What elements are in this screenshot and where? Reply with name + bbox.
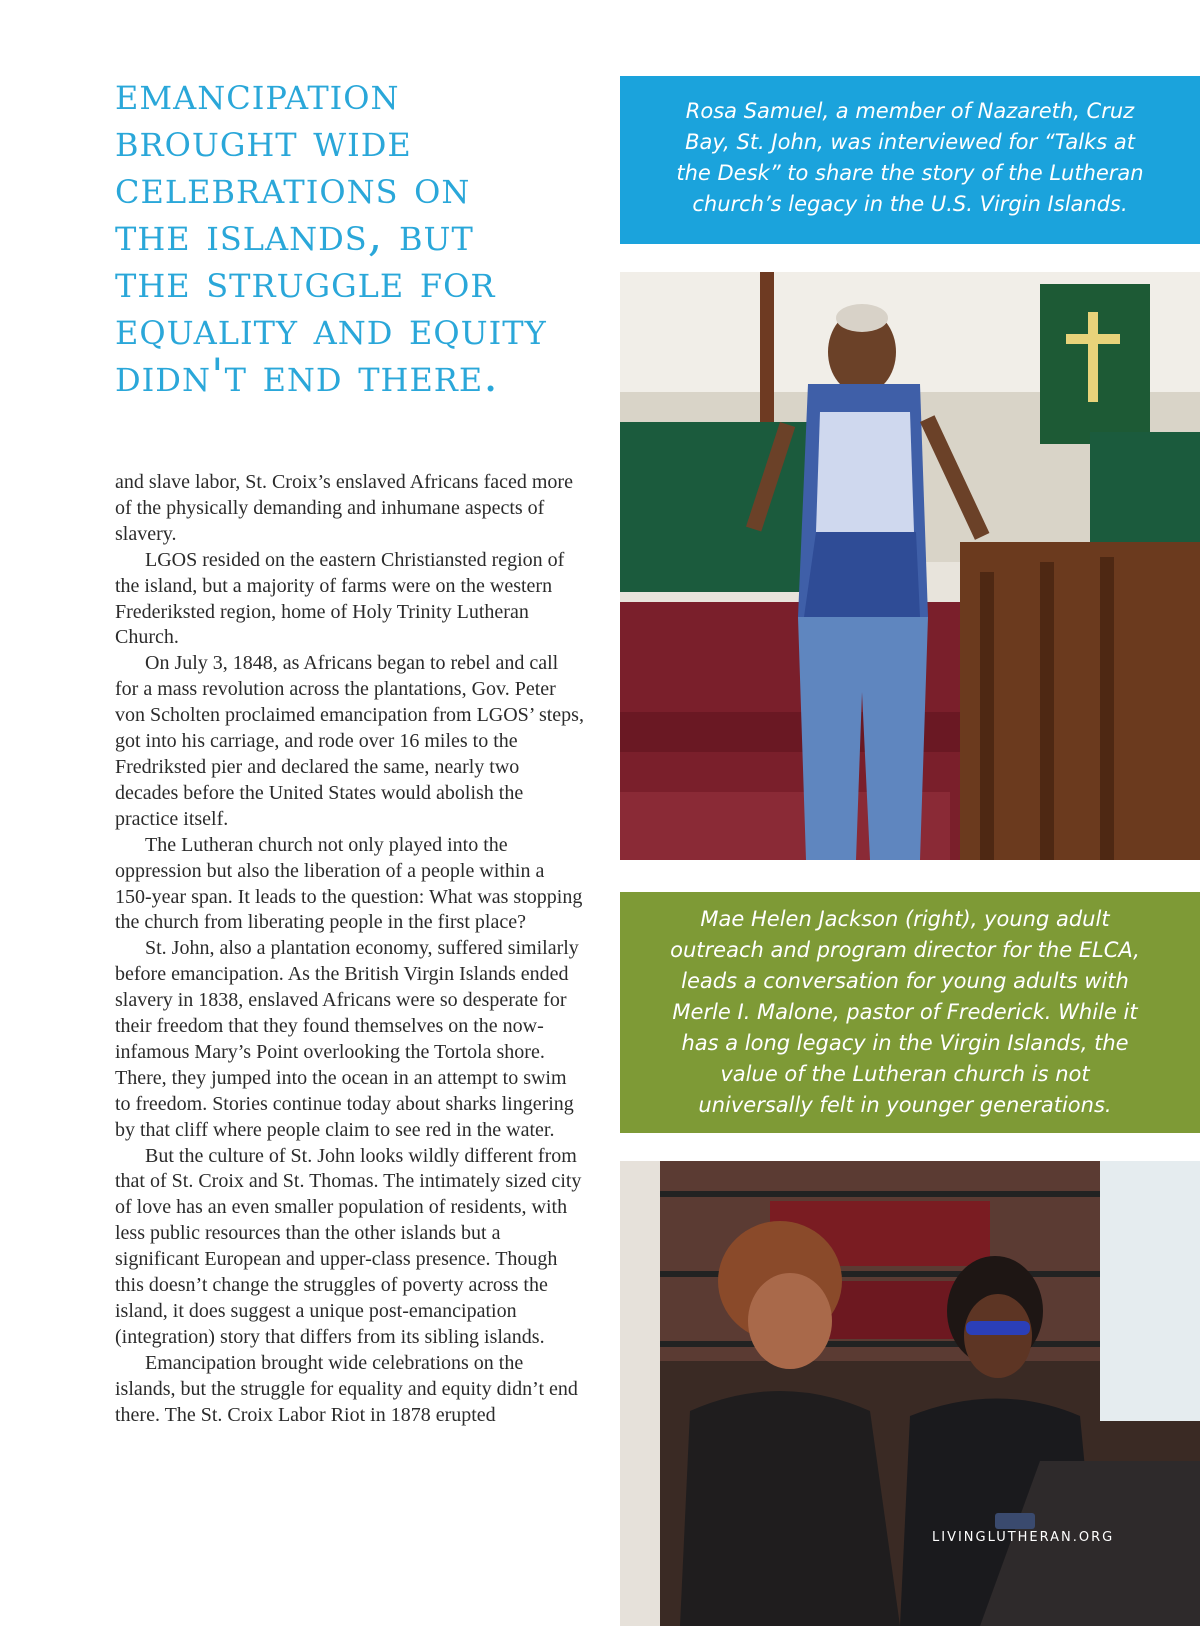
church-interview-photo	[620, 272, 1200, 860]
body-paragraph: LGOS resided on the eastern Christiansted region of the island, but a majority of farms were on the western Frederiksted region, home of Holy Trinity Lutheran Church.	[115, 548, 565, 649]
footer-site-url: LIVINGLUTHERAN.ORG	[932, 1530, 1115, 1545]
body-paragraph: Emancipation brought wide celebrations on the islands, but the struggle for equality and equity didn’t end there. The St. Croix Labor Riot in 1878 erupted	[115, 1351, 578, 1426]
body-paragraph: St. John, also a plantation economy, suffered similarly before emancipation. As the British Virgin Islands ended slavery in 1838, enslaved Africans were so desperate for their freedom that they found themselves on the now-infamous Mary’s Point overlooking the Tortola shore. There, they jumped into the ocean in an attempt to swim to freedom. Stories continue today about sharks lingering by that cliff where people claim to see red in the water.	[115, 937, 579, 1141]
body-paragraph: But the culture of St. John looks wildly different from that of St. Croix and St. Thomas. The intimately sized city of love has an even smaller population of residents, with less public resources than the other islands but a significant European and upper-class presence. Though this doesn’t change the struggles of poverty across the island, it does suggest a unique post-emancipation (integration) story that differs from its sibling islands.	[115, 1144, 582, 1348]
body-paragraph: On July 3, 1848, as Africans began to rebel and call for a mass revolution across the plantations, Gov. Peter von Scholten proclaimed emancipation from LGOS’ steps, got into his carriage, and rode over 16 miles to the Fredriksted pier and declared the same, nearly two decades before the United States would abolish the practice itself.	[115, 652, 584, 830]
pull-quote-heading: emancipation brought wide celebrations on the islands, but the struggle for equality and equity didn't end there.	[115, 66, 547, 402]
photo-caption-middle: Mae Helen Jackson (right), young adult outreach and program director for the ELCA, leads a conversation for young adults with Merle I. Malone, pastor of Frederick. While it has a long legacy in the Virgin Islands, the value of the Lutheran church is not universally felt in younger generations.	[620, 892, 1200, 1133]
body-paragraph: and slave labor, St. Croix’s enslaved Africans faced more of the physically demanding and inhumane aspects of slavery.	[115, 471, 573, 545]
article-body	[115, 470, 585, 1429]
photo-caption-top: Rosa Samuel, a member of Nazareth, Cruz Bay, St. John, was interviewed for “Talks at the Desk” to share the story of the Lutheran church’s legacy in the U.S. Virgin Islands.	[620, 76, 1200, 244]
conversation-photo	[620, 1161, 1200, 1626]
body-paragraph: The Lutheran church not only played into the oppression but also the liberation of a people within a 150-year span. It leads to the question: What was stopping the church from liberating people in the first place?	[115, 833, 583, 934]
